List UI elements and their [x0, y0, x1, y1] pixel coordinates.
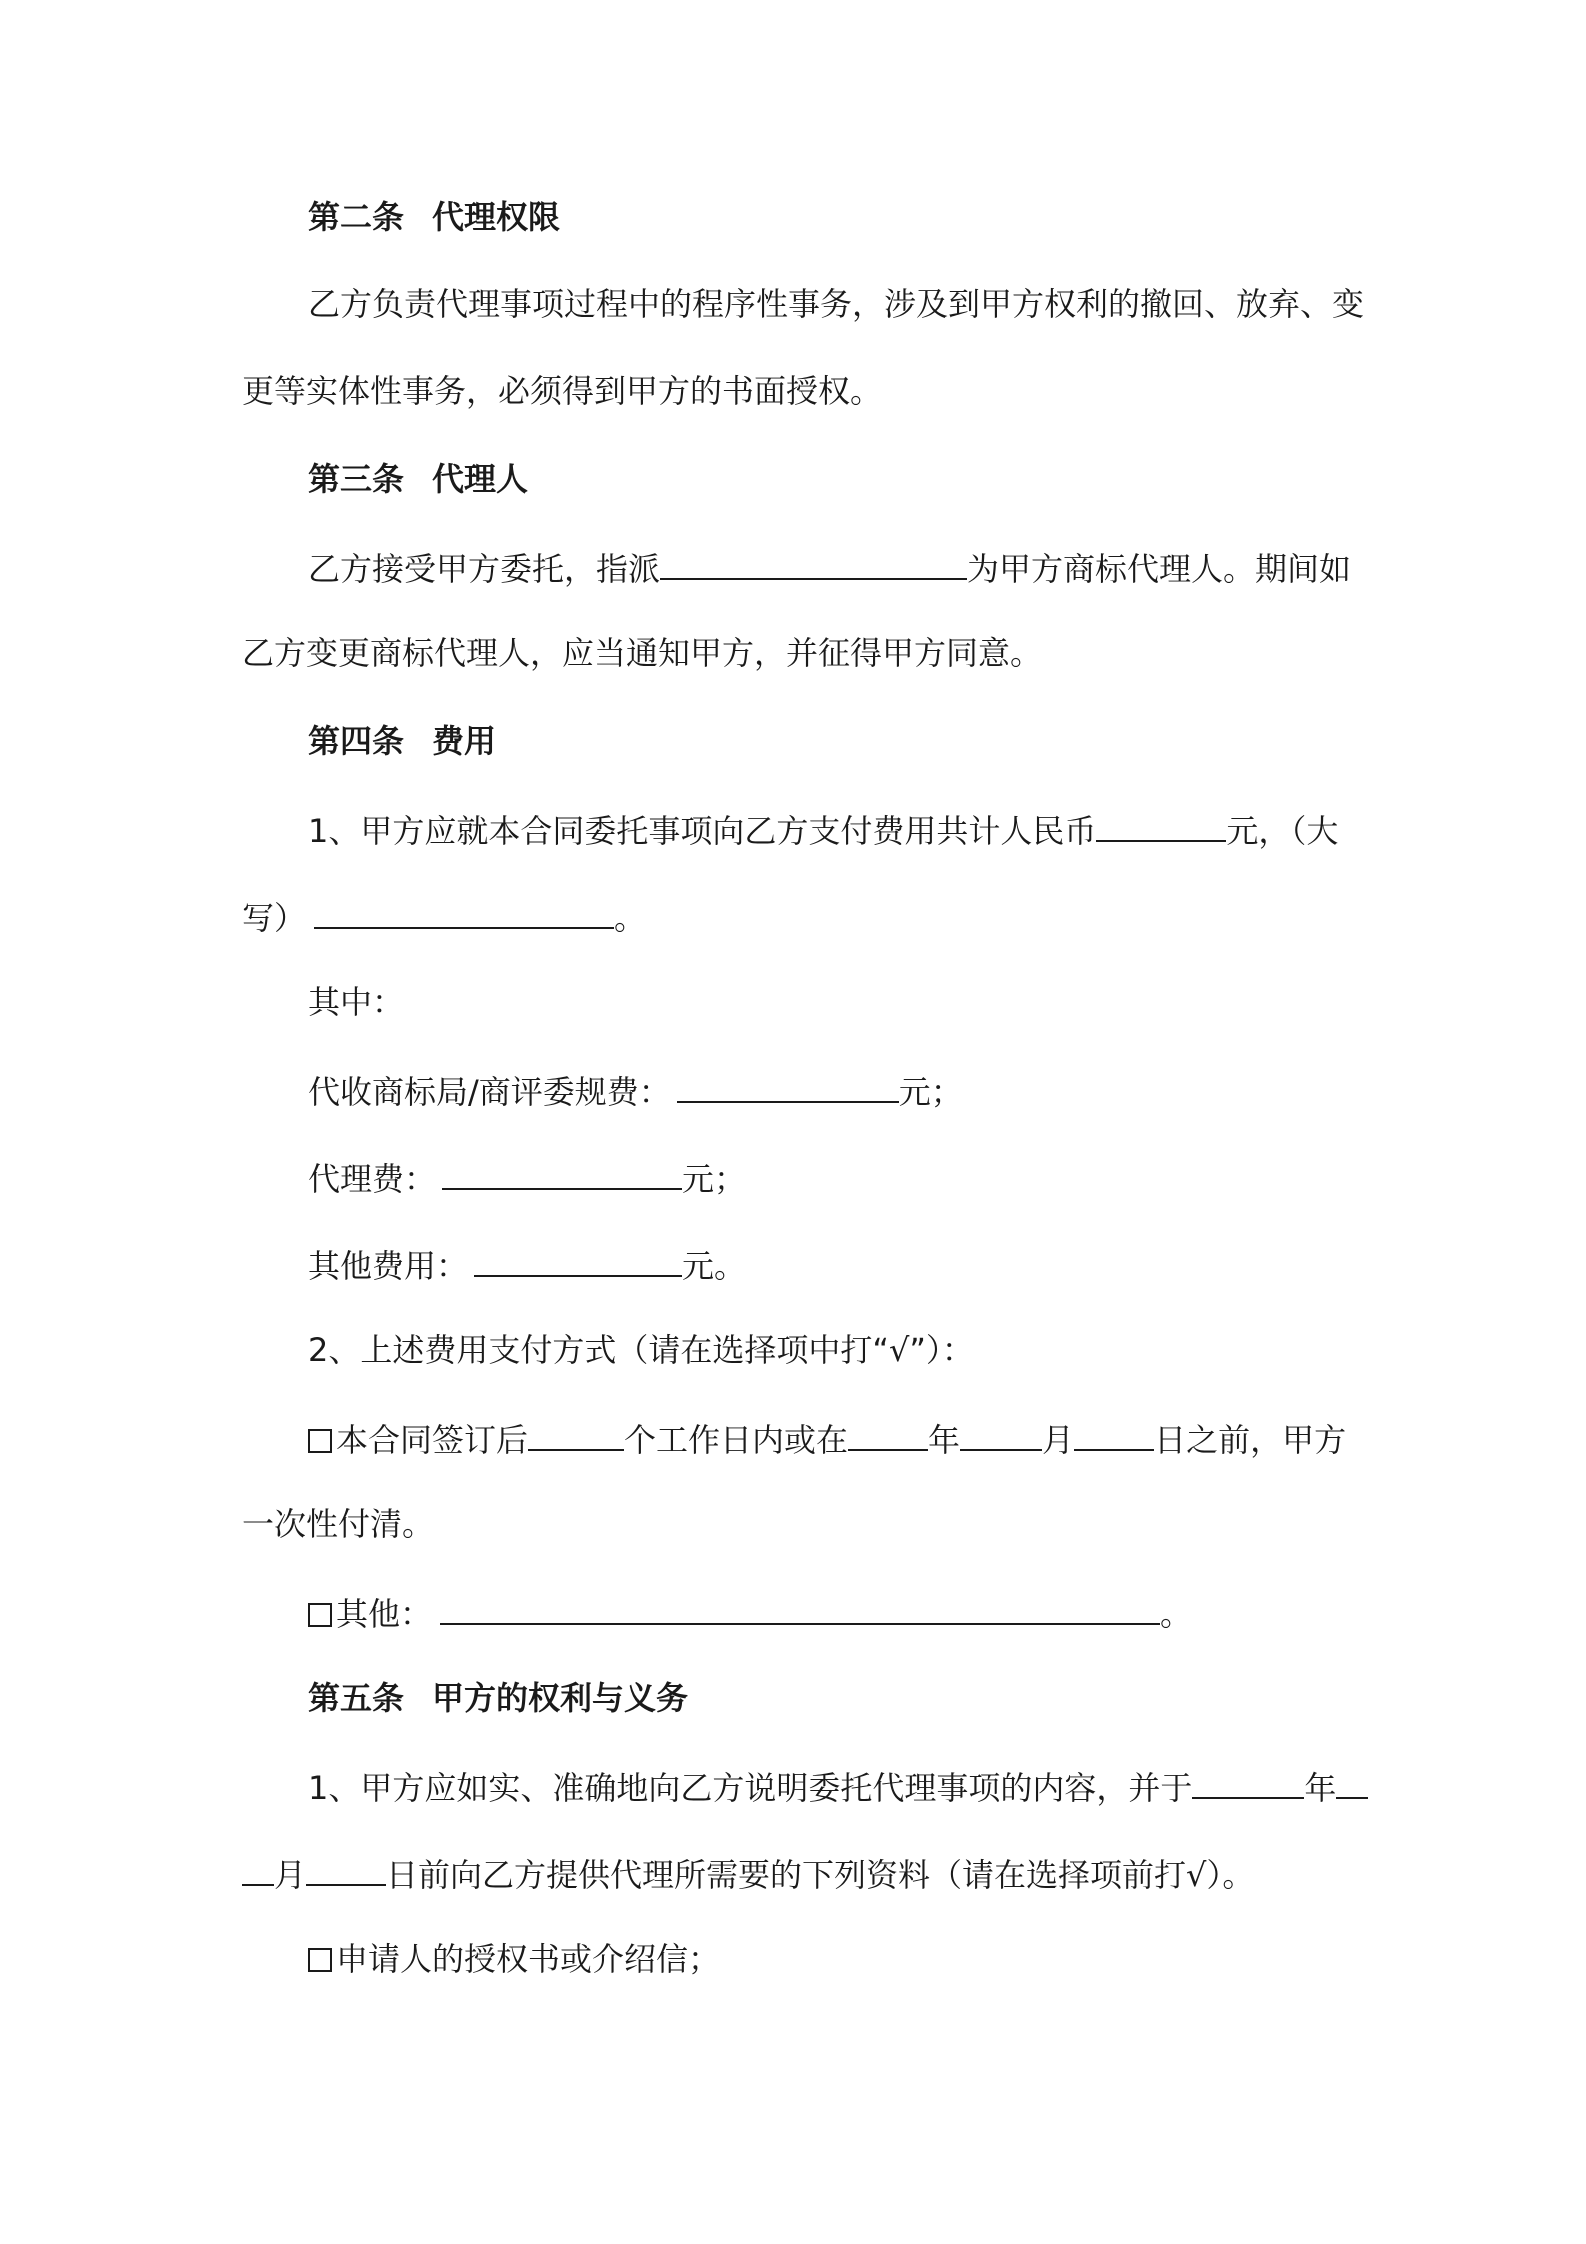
article-title: 费用 — [432, 722, 497, 760]
fee-amount-blank[interactable] — [1096, 808, 1226, 842]
year-blank[interactable] — [1192, 1765, 1304, 1799]
other-payment-blank[interactable] — [440, 1591, 1160, 1625]
paragraph: 写） 。 — [242, 895, 1586, 935]
fee-amount-uppercase-blank[interactable] — [314, 895, 614, 929]
official-fee-blank[interactable] — [677, 1069, 899, 1103]
paragraph: 月 日前向乙方提供代理所需要的下列资料（请在选择项前打√）。 — [242, 1852, 1586, 1892]
article-number: 第四条 — [308, 722, 405, 760]
day-blank[interactable] — [306, 1852, 386, 1886]
paragraph: 一次性付清。 — [242, 1505, 435, 1543]
checkbox[interactable] — [308, 1429, 332, 1453]
agent-name-blank[interactable] — [660, 546, 967, 580]
checkbox[interactable] — [308, 1603, 332, 1627]
checkbox[interactable] — [308, 1948, 332, 1972]
material-option-1: 申请人的授权书或介绍信； — [308, 1939, 1586, 1979]
paragraph: 其中： — [308, 983, 405, 1021]
payment-option-1: 本合同签订后 个工作日内或在 年 月 日之前，甲方 — [308, 1417, 1586, 1457]
day-blank[interactable] — [1074, 1417, 1154, 1451]
paragraph: 1、甲方应就本合同委托事项向乙方支付费用共计人民币 元，（大 — [308, 808, 1586, 848]
month-blank-part[interactable] — [242, 1852, 274, 1886]
working-days-blank[interactable] — [528, 1417, 624, 1451]
article-4-heading — [308, 721, 1586, 761]
article-title: 甲方的权利与义务 — [432, 1679, 689, 1717]
year-blank[interactable] — [848, 1417, 928, 1451]
paragraph: 乙方负责代理事项过程中的程序性事务，涉及到甲方权利的撤回、放弃、变 — [308, 285, 1365, 323]
paragraph: 其他费用： 元。 — [308, 1243, 1586, 1283]
paragraph: 代理费： 元； — [308, 1156, 1586, 1196]
article-3-heading — [308, 459, 1586, 499]
article-number: 第五条 — [308, 1679, 405, 1717]
article-title: 代理人 — [432, 460, 529, 498]
paragraph: 代收商标局/商评委规费： 元； — [308, 1069, 1586, 1109]
article-number: 第三条 — [308, 460, 405, 498]
paragraph: 乙方变更商标代理人，应当通知甲方，并征得甲方同意。 — [242, 634, 1043, 672]
paragraph: 更等实体性事务，必须得到甲方的书面授权。 — [242, 372, 883, 410]
month-blank[interactable] — [960, 1417, 1042, 1451]
paragraph: 2、上述费用支付方式（请在选择项中打“√”）： — [308, 1331, 974, 1369]
paragraph: 乙方接受甲方委托，指派 为甲方商标代理人。期间如 — [308, 546, 1586, 586]
agent-fee-blank[interactable] — [442, 1156, 682, 1190]
article-5-heading — [308, 1678, 1586, 1718]
payment-option-2: 其他： 。 — [308, 1591, 1586, 1631]
article-number: 第二条 — [308, 198, 405, 236]
other-fee-blank[interactable] — [474, 1243, 682, 1277]
paragraph: 1、甲方应如实、准确地向乙方说明委托代理事项的内容，并于 年 — [308, 1765, 1586, 1805]
article-title: 代理权限 — [432, 198, 561, 236]
article-2-heading — [308, 197, 1586, 237]
month-blank-part[interactable] — [1336, 1765, 1368, 1799]
